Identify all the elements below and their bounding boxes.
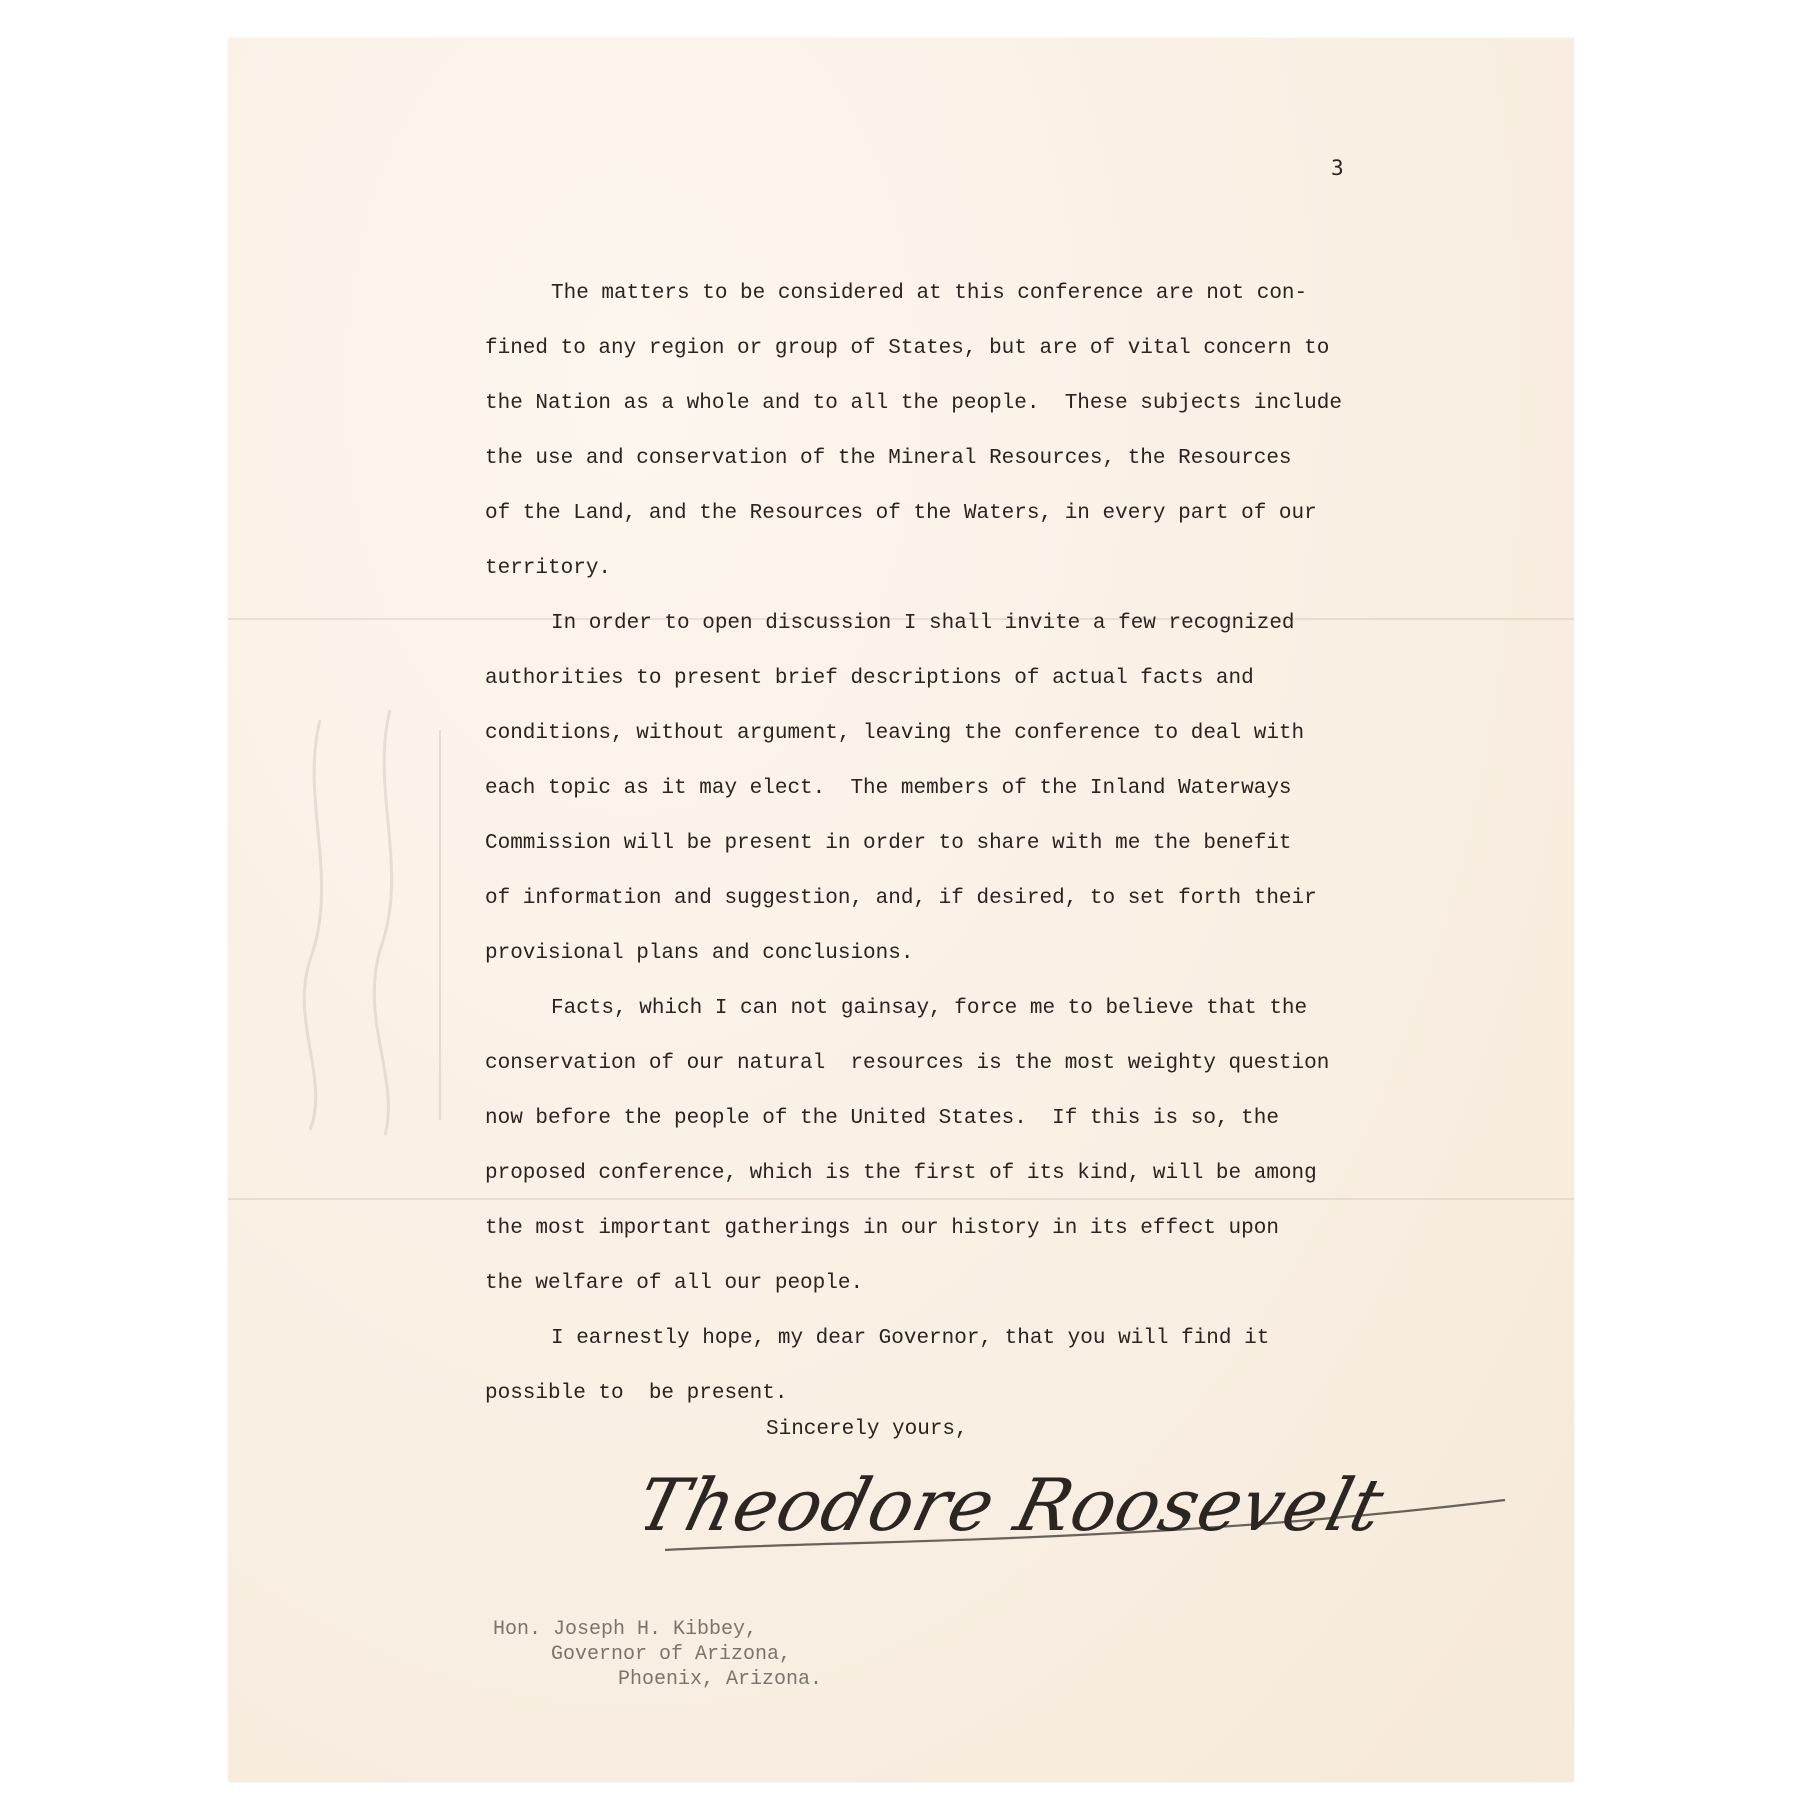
text-line: Commission will be present in order to share with me the benefit xyxy=(485,832,1292,855)
paragraph xyxy=(485,596,1465,981)
text-line: In order to open discussion I shall invite a few recognized xyxy=(551,612,1295,635)
paragraph xyxy=(485,266,1465,596)
text-line: the welfare of all our people. xyxy=(485,1272,864,1295)
text-line: conservation of our natural resources is the most weighty question xyxy=(485,1052,1330,1075)
page-number: 3 xyxy=(1331,156,1344,180)
svg-text:Theodore Roosevelt: Theodore Roosevelt xyxy=(645,1464,1393,1548)
text-line: Facts, which I can not gainsay, force me to believe that the xyxy=(551,997,1308,1020)
text-line: conditions, without argument, leaving the conference to deal with xyxy=(485,722,1305,745)
text-line: the Nation as a whole and to all the people. These subjects include xyxy=(485,392,1342,415)
text-line: proposed conference, which is the first of its kind, will be among xyxy=(485,1162,1317,1185)
text-line: the use and conservation of the Mineral Resources, the Resources xyxy=(485,447,1292,470)
recipient-address xyxy=(493,1617,822,1692)
signature xyxy=(645,1440,1545,1560)
address-line-name: Hon. Joseph H. Kibbey, xyxy=(493,1618,758,1641)
text-line: authorities to present brief descriptions of actual facts and xyxy=(485,667,1254,690)
text-line: I earnestly hope, my dear Governor, that you will find it xyxy=(551,1327,1270,1350)
text-line: of the Land, and the Resources of the Waters, in every part of our xyxy=(485,502,1317,525)
address-line-title: Governor of Arizona, xyxy=(551,1643,792,1666)
text-line: of information and suggestion, and, if desired, to set forth their xyxy=(485,887,1317,910)
paragraph xyxy=(485,981,1465,1311)
text-line: the most important gatherings in our history in its effect upon xyxy=(485,1217,1279,1240)
text-line: provisional plans and conclusions. xyxy=(485,942,914,965)
letter-body xyxy=(485,266,1465,1421)
text-line: The matters to be considered at this conference are not con- xyxy=(551,282,1308,305)
paragraph xyxy=(485,1311,1465,1421)
bleed-through-marks xyxy=(280,700,480,1140)
signature-graphic xyxy=(645,1440,1545,1560)
text-line: territory. xyxy=(485,557,612,580)
closing: Sincerely yours, xyxy=(766,1418,968,1441)
address-line-city: Phoenix, Arizona. xyxy=(618,1668,823,1691)
text-line: each topic as it may elect. The members of the Inland Waterways xyxy=(485,777,1292,800)
text-line: now before the people of the United States. If this is so, the xyxy=(485,1107,1279,1130)
text-line: fined to any region or group of States, but are of vital concern to xyxy=(485,337,1330,360)
text-line: possible to be present. xyxy=(485,1382,788,1405)
